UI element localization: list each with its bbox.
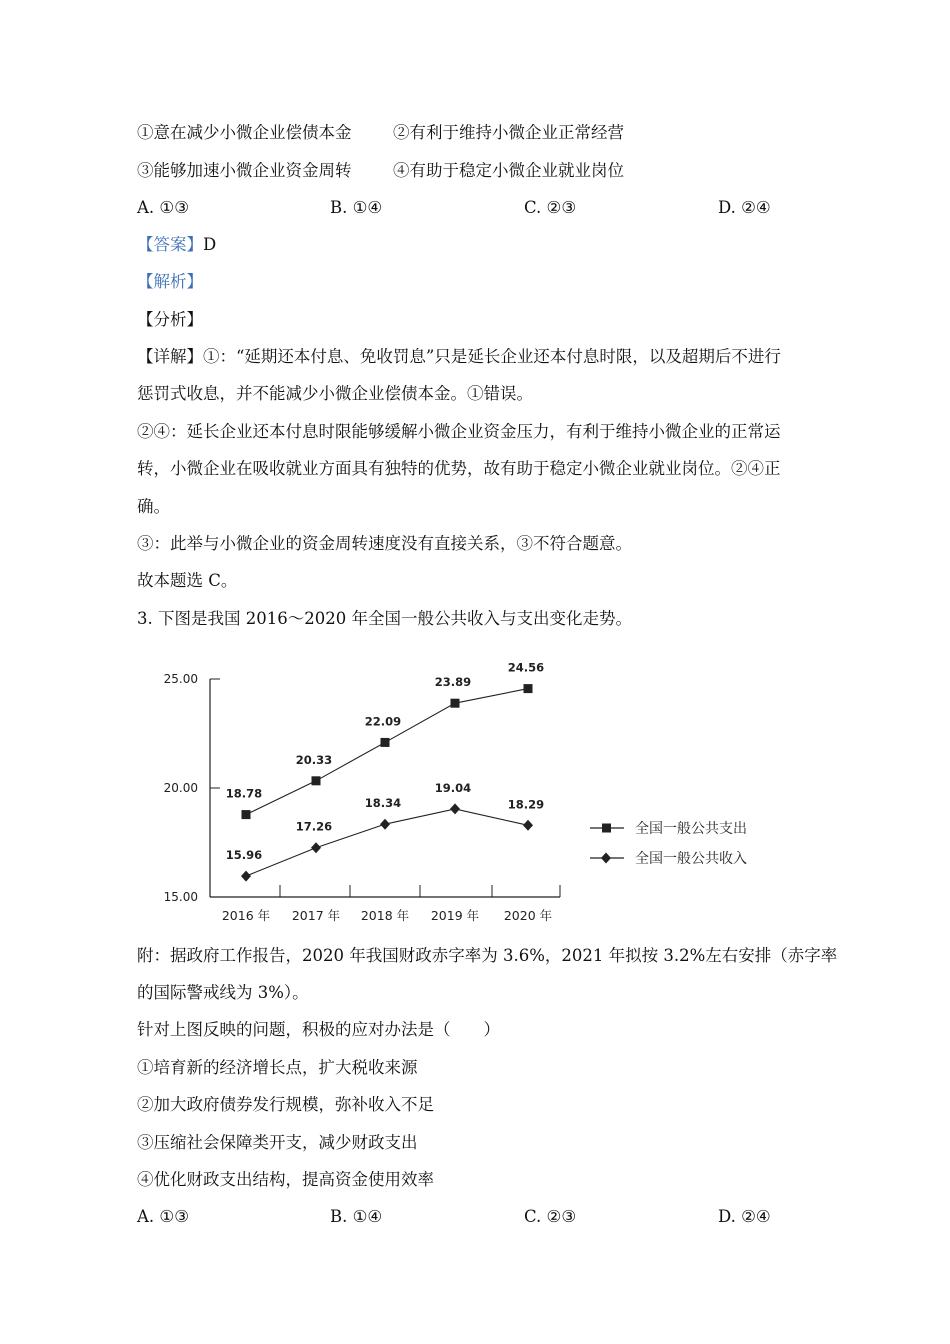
fiscal-line-chart [150, 655, 790, 935]
q2-statement-3: ③能够加速小微企业资金周转 [137, 161, 352, 180]
q2-detail-1: 【详解】①：“延期还本付息、免收罚息”只是延长企业还本付息时限，以及超期后不进行 [137, 347, 781, 366]
q3-stem: 3. 下图是我国 2016～2020 年全国一般公共收入与支出变化走势。 [137, 609, 632, 628]
q3-note-2: 的国际警戒线为 3%）。 [137, 983, 309, 1002]
fenxi-tag: 【分析】 [137, 310, 203, 329]
square-marker [242, 810, 251, 819]
legend-item-revenue [590, 850, 747, 867]
q3-statement-4: ④优化财政支出结构，提高资金使用效率 [137, 1170, 434, 1189]
square-marker [451, 699, 460, 708]
square-marker [381, 738, 390, 747]
q2-statement-4: ④有助于稳定小微企业就业岗位 [393, 161, 624, 180]
chart-legend [590, 820, 747, 867]
data-label: 18.34 [364, 796, 402, 811]
x-tick-label: 2020 年 [503, 908, 553, 923]
legend-label: 全国一般公共收入 [635, 851, 747, 867]
q2-option-a: A. ①③ [137, 198, 189, 217]
q3-option-b: B. ①④ [330, 1207, 383, 1226]
q2-option-c: C. ②③ [524, 198, 577, 217]
diamond-marker [380, 819, 390, 830]
data-label: 22.09 [364, 714, 402, 729]
data-label: 18.78 [225, 786, 263, 801]
chart-series [226, 661, 544, 882]
legend-label: 全国一般公共支出 [635, 821, 747, 837]
diamond-marker [241, 871, 251, 882]
q2-option-d: D. ②④ [718, 198, 771, 217]
square-marker [602, 824, 611, 833]
q2-conclusion: 故本题选 C。 [137, 571, 238, 590]
diamond-marker [601, 853, 611, 864]
q3-question: 针对上图反映的问题，积极的应对办法是（ ） [137, 1020, 500, 1039]
q2-detail-3: ②④：延长企业还本付息时限能够缓解小微企业资金压力，有利于维持小微企业的正常运 [137, 422, 781, 441]
legend-item-expenditure [590, 820, 747, 837]
q2-statement-1: ①意在减少小微企业偿债本金 [137, 123, 352, 142]
q3-option-c: C. ②③ [524, 1207, 577, 1226]
diamond-marker [450, 803, 460, 814]
q2-detail-5: 确。 [137, 497, 170, 516]
data-label: 19.04 [434, 780, 472, 795]
data-label: 18.29 [507, 797, 545, 812]
q2-detail-6: ③：此举与小微企业的资金周转速度没有直接关系，③不符合题意。 [137, 534, 632, 553]
x-tick-label: 2019 年 [430, 908, 480, 923]
analysis-tag: 【解析】 [137, 272, 203, 291]
y-tick-label: 15.00 [163, 890, 198, 904]
q3-statement-2: ②加大政府债券发行规模，弥补收入不足 [137, 1095, 434, 1114]
series-line [246, 809, 528, 876]
q3-option-a: A. ①③ [137, 1207, 189, 1226]
y-tick-label: 20.00 [163, 781, 198, 795]
answer-tag: 【答案】 [137, 235, 203, 254]
answer-value: D [203, 235, 217, 254]
x-tick-label: 2017 年 [291, 908, 341, 923]
data-label: 23.89 [434, 675, 472, 690]
data-label: 17.26 [295, 819, 333, 834]
chart-axes [210, 679, 560, 897]
diamond-marker [523, 820, 533, 831]
q2-answer [137, 233, 216, 257]
series-revenue [226, 781, 544, 882]
q3-option-d: D. ②④ [718, 1207, 771, 1226]
q2-detail-4: 转，小微企业在吸收就业方面具有独特的优势，故有助于稳定小微企业就业岗位。②④正 [137, 459, 781, 478]
q3-statement-3: ③压缩社会保障类开支，减少财政支出 [137, 1133, 418, 1152]
square-marker [524, 684, 533, 693]
q3-note-1: 附：据政府工作报告，2020 年我国财政赤字率为 3.6%，2021 年拟按 3.2%左右安排（赤字率 [137, 946, 838, 965]
q3-statement-1: ①培育新的经济增长点，扩大税收来源 [137, 1058, 418, 1077]
data-label: 20.33 [295, 752, 333, 767]
q2-option-b: B. ①④ [330, 198, 383, 217]
x-tick-label: 2016 年 [221, 908, 271, 923]
square-marker [312, 776, 321, 785]
q2-detail-2: 惩罚式收息，并不能减少小微企业偿债本金。①错误。 [137, 384, 533, 403]
diamond-marker [311, 842, 321, 853]
x-tick-label: 2018 年 [360, 908, 410, 923]
data-label: 24.56 [507, 660, 545, 675]
data-label: 15.96 [225, 848, 263, 863]
y-tick-label: 25.00 [163, 672, 198, 686]
q2-statement-2: ②有利于维持小微企业正常经营 [393, 123, 624, 142]
chart-ticks [164, 672, 560, 923]
